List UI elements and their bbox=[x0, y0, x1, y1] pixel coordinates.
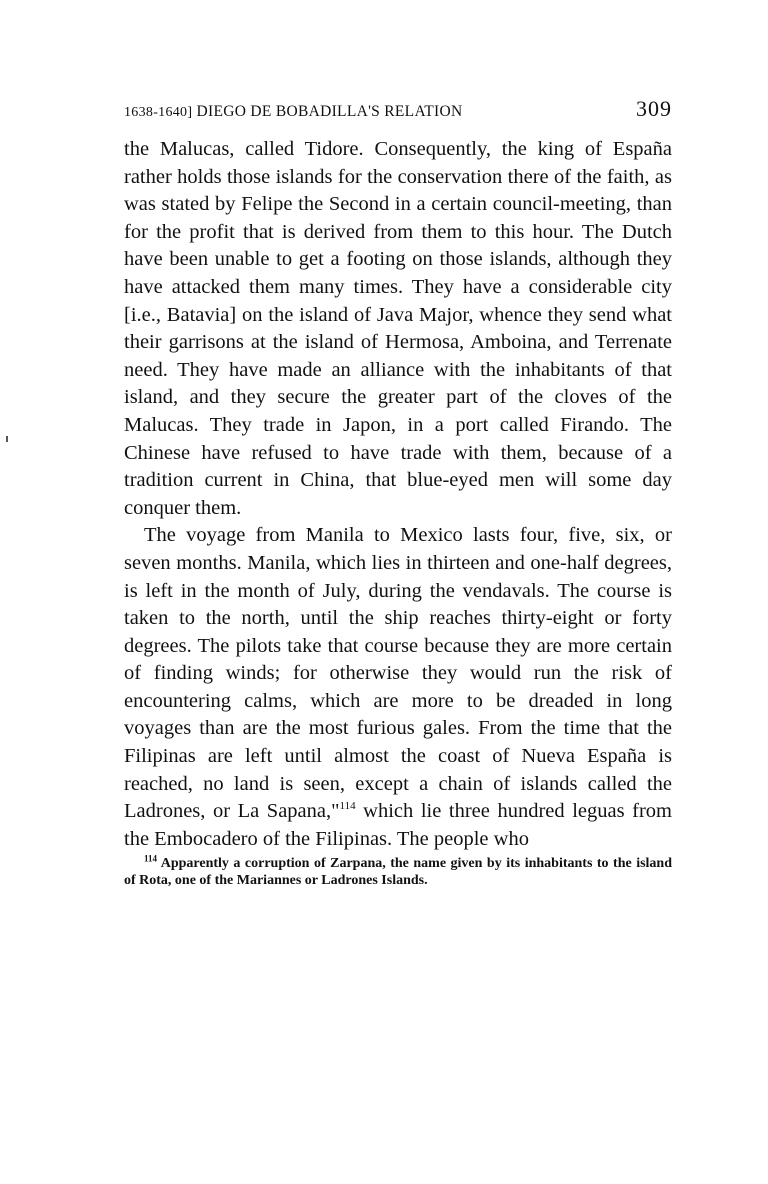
footnote-reference: 114 bbox=[339, 800, 356, 813]
margin-mark bbox=[6, 436, 8, 442]
body-text bbox=[124, 136, 672, 853]
running-head bbox=[124, 96, 672, 136]
running-head-left bbox=[124, 103, 462, 121]
book-page bbox=[124, 96, 672, 889]
paragraph-2-part-1: The voyage from Manila to Mexico lasts four, five, six, or seven months. Manila, which lies in thirteen and one-half degrees, is left in the month of July, during the vendavals. The course is taken to the north, until the ship reaches thirty-eight or forty degrees. The pilots take that course because they are more certain of finding winds; for otherwise they would run the risk of encountering calms, which are more to be dreaded in long voyages than are the most furious gales. From the time that the Filipinas are left until almost the coast of Nueva España is reached, no land is seen, except a chain of islands called the Ladrones, or La Sapana," bbox=[124, 524, 672, 823]
footnote bbox=[124, 855, 672, 889]
footnote-number: 114 bbox=[144, 853, 158, 864]
running-head-title: DIEGO DE BOBADILLA'S RELATION bbox=[196, 103, 463, 120]
page-number: 309 bbox=[636, 96, 672, 121]
running-head-dates: 1638-1640] bbox=[124, 105, 193, 120]
footnote-text: Apparently a corruption of Zarpana, the name given by its inhabitants to the island of Rota, one of the Mariannes or Ladrones Islands. bbox=[124, 856, 672, 889]
paragraph-2 bbox=[124, 522, 672, 853]
paragraph-2-part-2: which lie three hundred leguas from the Embocadero of the Filipinas. The people who bbox=[124, 800, 672, 850]
paragraph-1: the Malucas, called Tidore. Consequently, the king of España rather holds those islands for the conservation there of the faith, as was stated by Felipe the Second in a certain council-meeting, than for the profit that is derived from them to this hour. The Dutch have been unable to get a footing on those islands, although they have attacked them many times. They have a considerable city [i.e., Batavia] on the island of Java Major, whence they send what their garrisons at the island of Hermosa, Amboina, and Terrenate need. They have made an alliance with the inhabitants of that island, and they secure the greater part of the cloves of the Malucas. They trade in Japon, in a port called Firando. The Chinese have refused to have trade with them, because of a tradition current in China, that blue-eyed men will some day conquer them. bbox=[124, 138, 672, 519]
